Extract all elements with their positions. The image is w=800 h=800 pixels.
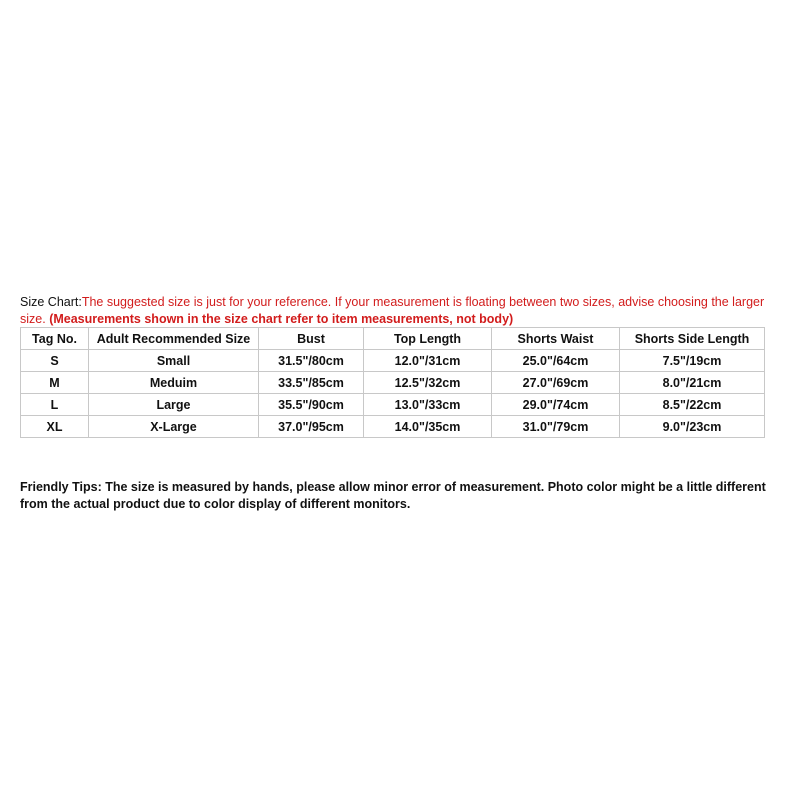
measurement-note: (Measurements shown in the size chart refer to item measurements, not body) (49, 312, 514, 326)
header-adult-recommended-size: Adult Recommended Size (89, 328, 259, 350)
cell-size: X-Large (89, 416, 259, 438)
cell-tag: S (21, 350, 89, 372)
header-top-length: Top Length (364, 328, 492, 350)
cell-bust: 37.0"/95cm (259, 416, 364, 438)
cell-shorts-side-length: 9.0"/23cm (620, 416, 765, 438)
size-chart-note: The suggested size is just for your reference. If your measurement is floating between two sizes, advise choosing the larger size. (20, 295, 765, 326)
header-shorts-waist: Shorts Waist (492, 328, 620, 350)
friendly-tips: Friendly Tips: The size is measured by hands, please allow minor error of measurement. Photo color might be a little different from the actual product due to color display of different monitors. (20, 480, 766, 511)
cell-top-length: 14.0"/35cm (364, 416, 492, 438)
size-chart-label: Size Chart: (20, 295, 82, 309)
cell-shorts-waist: 25.0"/64cm (492, 350, 620, 372)
cell-shorts-waist: 31.0"/79cm (492, 416, 620, 438)
table-header-row (21, 328, 765, 350)
cell-top-length: 13.0"/33cm (364, 394, 492, 416)
cell-top-length: 12.0"/31cm (364, 350, 492, 372)
size-chart-intro (20, 294, 782, 328)
table-row (21, 350, 765, 372)
cell-shorts-waist: 27.0"/69cm (492, 372, 620, 394)
cell-tag: XL (21, 416, 89, 438)
cell-bust: 33.5"/85cm (259, 372, 364, 394)
cell-bust: 35.5"/90cm (259, 394, 364, 416)
cell-size: Large (89, 394, 259, 416)
cell-top-length: 12.5"/32cm (364, 372, 492, 394)
header-shorts-side-length: Shorts Side Length (620, 328, 765, 350)
cell-shorts-side-length: 8.5"/22cm (620, 394, 765, 416)
cell-size: Meduim (89, 372, 259, 394)
cell-shorts-waist: 29.0"/74cm (492, 394, 620, 416)
table-row (21, 394, 765, 416)
table-row (21, 372, 765, 394)
cell-tag: M (21, 372, 89, 394)
cell-bust: 31.5"/80cm (259, 350, 364, 372)
cell-shorts-side-length: 7.5"/19cm (620, 350, 765, 372)
cell-shorts-side-length: 8.0"/21cm (620, 372, 765, 394)
header-bust: Bust (259, 328, 364, 350)
table-row (21, 416, 765, 438)
cell-tag: L (21, 394, 89, 416)
cell-size: Small (89, 350, 259, 372)
header-tag-no: Tag No. (21, 328, 89, 350)
size-table (20, 327, 765, 438)
